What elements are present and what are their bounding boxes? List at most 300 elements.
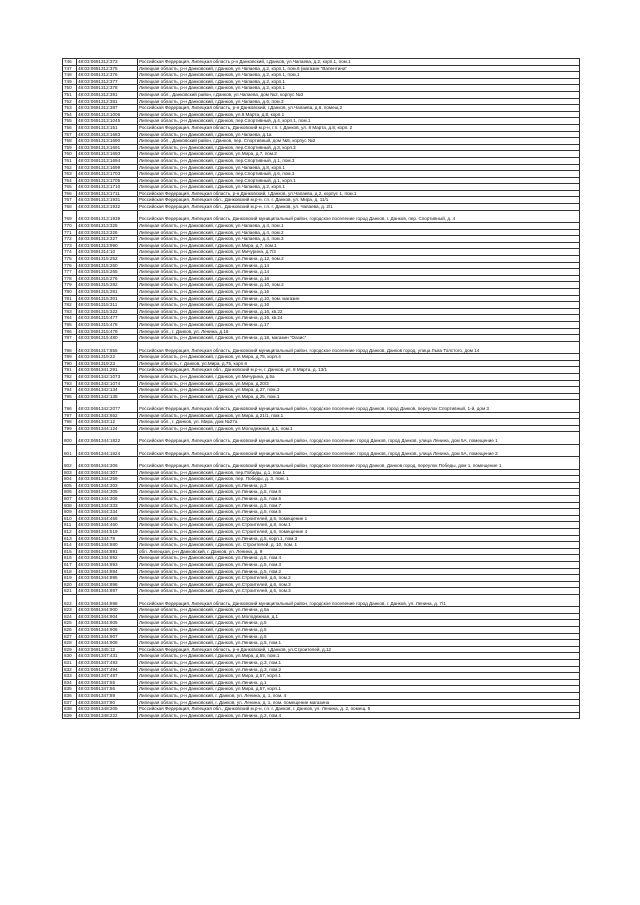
row-number: 773 <box>63 242 77 249</box>
table-row <box>63 321 580 328</box>
table-row <box>63 65 580 72</box>
cadastral-number: 48:03:0691315:265 <box>77 269 138 276</box>
cadastral-number: 48:03:0691314:10 <box>77 249 138 256</box>
row-number: 822 <box>63 594 77 606</box>
table-row <box>63 177 580 184</box>
table-row <box>63 72 580 79</box>
address: Липецкая область, р-н Данковский, г.Данков, ул.Ленина, д.2, пом.4 <box>138 712 580 719</box>
cadastral-number: 48:03:0691347:89 <box>77 693 138 700</box>
address: Липецкая область, р-н Данковский, г.Данков, ул.Строителей, д.6, пом.2 <box>138 575 580 582</box>
address: Липецкая область, р-н Данковский, г.Данков, ул.Ленина, д.16, кв.22 <box>138 308 580 315</box>
table-row <box>63 627 580 634</box>
cadastral-number: 48:03:0691342:134 <box>77 387 138 394</box>
table-row <box>63 522 580 529</box>
table-row <box>63 157 580 164</box>
address: Липецкая область, р-н Данковский, г.Данков, пер. Победы, д. 3, пом. 1 <box>138 476 580 483</box>
cadastral-number: 48:03:0691344:906 <box>77 627 138 634</box>
cadastral-number: 48:03:0691347:56 <box>77 686 138 693</box>
row-number: 831 <box>63 660 77 667</box>
cadastral-number: 48:03:0691344:1824 <box>77 444 138 456</box>
table-row <box>63 295 580 302</box>
table-row <box>63 256 580 263</box>
table-row <box>63 171 580 178</box>
table-row <box>63 400 580 412</box>
cadastral-number: 48:03:0691315:282 <box>77 282 138 289</box>
table-row <box>63 457 580 469</box>
row-number: 802 <box>63 457 77 469</box>
row-number: 777 <box>63 269 77 276</box>
address: Липецкая область, р-н Данковский, г.Данков, ул.Мира, д.25, пом.1 <box>138 393 580 400</box>
table-row <box>63 91 580 98</box>
address: Липецкая область, р-н Данковский, г.Данков, ул. Строителей, д. 10, пом. 1 <box>138 542 580 549</box>
table-row <box>63 335 580 342</box>
cadastral-number: 48:03:0691344:460 <box>77 522 138 529</box>
row-number: 752 <box>63 98 77 105</box>
address: Липецкая область, р-н Данковский, г.Данков, ул.Ленина, д.14 <box>138 262 580 269</box>
row-number: 762 <box>63 164 77 171</box>
address: Липецкая область, р-н Данковский, г.Данков, ул.Ленина, д.5, корп.1, пом.3 <box>138 535 580 542</box>
row-number: 800 <box>63 432 77 444</box>
row-number: 779 <box>63 282 77 289</box>
cadastral-number: 48:03:0691344:904 <box>77 613 138 620</box>
address: Липецкая область, р-н Данковский, г.Данков, ул.Ленина, д.5, пом.3 <box>138 561 580 568</box>
row-number: 834 <box>63 679 77 686</box>
row-number: 839 <box>63 712 77 719</box>
address: Липецкая область, р-н Данковский, г.Данков, ул.Мира, д.57, корп.1 <box>138 673 580 680</box>
table-row <box>63 528 580 535</box>
cadastral-number: 48:03:0691319:23 <box>77 360 138 367</box>
row-number: 748 <box>63 72 77 79</box>
address: Липецкая область, р-н Данковский, г.Данков, ул.Мира, д.21/1, пом.1 <box>138 412 580 419</box>
row-number: 766 <box>63 190 77 197</box>
row-number: 785 <box>63 321 77 328</box>
table-row <box>63 282 580 289</box>
table-row <box>63 151 580 158</box>
row-number: 796 <box>63 400 77 412</box>
table-row <box>63 190 580 197</box>
row-number: 793 <box>63 380 77 387</box>
row-number: 769 <box>63 210 77 222</box>
address: Липецкая область, р-н Данковский, г.Данков, ул.Мира, д.57, корп.1 <box>138 686 580 693</box>
cadastral-number: 48:03:0691342:1073 <box>77 373 138 380</box>
address: Липецкая область, р-н Данковский, г.Данков, ул.Ленина, д.5а <box>138 607 580 614</box>
cadastral-number: 48:03:0691313:1705 <box>77 177 138 184</box>
table-row <box>63 535 580 542</box>
cadastral-number: 48:03:0691315:477 <box>77 315 138 322</box>
address: Липецкая область, р-н Данковский, г.Данков, ул.Ленина, д.1 <box>138 679 580 686</box>
cadastral-number: 48:03:0691344:333 <box>77 502 138 509</box>
address: Российская Федерация, Липецкая область, р-н Данковский, г.Данков, ул.Строителей, д.12 <box>138 646 580 653</box>
cadastral-number: 48:03:0691313:1931 <box>77 197 138 204</box>
address: Липецкая область, р-н Данковский, г.Данков, пер.Спортивный, д.1, пом.3 <box>138 157 580 164</box>
row-number: 832 <box>63 666 77 673</box>
row-number: 772 <box>63 236 77 243</box>
row-number: 783 <box>63 308 77 315</box>
table-row <box>63 594 580 606</box>
row-number: 786 <box>63 328 77 335</box>
register-table <box>62 58 580 719</box>
cadastral-number: 48:03:0691313:1703 <box>77 171 138 178</box>
cadastral-number: 48:03:0691345:12 <box>77 646 138 653</box>
table-row <box>63 98 580 105</box>
row-number: 805 <box>63 482 77 489</box>
address: Липецкая область, р-н Данковский, г.Данков, ул.Чапаева, д.2, корп.1, пом.1 <box>138 72 580 79</box>
cadastral-number: 48:03:0691312:387 <box>77 105 138 112</box>
table-row <box>63 288 580 295</box>
cadastral-number: 48:03:0691313:1710 <box>77 184 138 191</box>
row-number: 794 <box>63 387 77 394</box>
cadastral-number: 48:03:0691317:855 <box>77 341 138 353</box>
address: Липецкая область, р-н Данковский, г. Данков, ул. Ленина, д. 1, пом. помещение магазина <box>138 699 580 706</box>
row-number: 808 <box>63 502 77 509</box>
table-row <box>63 712 580 719</box>
row-number: 801 <box>63 444 77 456</box>
row-number: 815 <box>63 548 77 555</box>
table-row <box>63 59 580 66</box>
row-number: 751 <box>63 91 77 98</box>
address: Российская Федерация, Липецкая область, р-н Данковский, г.Данков, ул.Чапаева, д.2, корпус 1, пом.1 <box>138 190 580 197</box>
cadastral-number: 48:03:0691347:497 <box>77 673 138 680</box>
address: Российская Федерация, Липецкая область, Данковский муниципальный район, городское поселение: город Данков, город Данков, улица Ленина, дом 5А, помещение 1 <box>138 432 580 444</box>
row-number: 756 <box>63 124 77 131</box>
row-number: 750 <box>63 85 77 92</box>
address: Липецкая область, р-н Данковский, г.Данков, пер.Спортивный, д.1, корп.1 <box>138 177 580 184</box>
address: Липецкая область, р-н Данковский, г.Данков, ул.Ленина, д.3, пом.2 <box>138 666 580 673</box>
row-number: 798 <box>63 419 77 426</box>
table-row <box>63 588 580 595</box>
row-number: 803 <box>63 469 77 476</box>
row-number: 759 <box>63 144 77 151</box>
row-number: 781 <box>63 295 77 302</box>
table-row <box>63 144 580 151</box>
row-number: 795 <box>63 393 77 400</box>
cadastral-number: 48:03:0691344:305 <box>77 489 138 496</box>
table-row <box>63 575 580 582</box>
cadastral-number: 48:03:0691312:378 <box>77 85 138 92</box>
table-row <box>63 515 580 522</box>
table-row <box>63 509 580 516</box>
cadastral-number: 48:03:0691313:1932 <box>77 204 138 211</box>
address: Липецкая область, р-н Данковский, г.Данков, ул.Мичурина, д.7/3 <box>138 249 580 256</box>
cadastral-number: 48:03:0691319:22 <box>77 354 138 361</box>
address: Липецкая область, р-н Данковский, г.Данков, ул.Мира, д.55, пом.1 <box>138 653 580 660</box>
address: Российская Федерация, Липецкая область, Данковский муниципальный район, городское поселение: город Данков, город Данков, улица Ленина, дом 5А, помещение 2 <box>138 444 580 456</box>
row-number: 765 <box>63 184 77 191</box>
cadastral-number: 48:03:0691313:327 <box>77 236 138 243</box>
table-row <box>63 444 580 456</box>
cadastral-number: 48:03:0691313:1699 <box>77 164 138 171</box>
address: Липецкая область, р-н Данковский, г.Данков, ул.Ленина, д.16 <box>138 302 580 309</box>
address: Липецкая область, р-н Данковский, г.Данков, ул.Ленина, д.18, магазин "Оазис" <box>138 335 580 342</box>
cadastral-number: 48:03:0691344:456 <box>77 515 138 522</box>
address: Липецкая область, р-н Данковский, г.Данков, ул.Ленина, д.3 <box>138 482 580 489</box>
address: Липецкая область, р-н Данковский, г.Данков, ул.Ленина, д.5 <box>138 627 580 634</box>
table-row <box>63 620 580 627</box>
cadastral-number: 48:03:0691344:908 <box>77 640 138 647</box>
table-row <box>63 354 580 361</box>
table-row <box>63 262 580 269</box>
address: Российская Федерация, Липецкая область, Данковский муниципальный район, городское поселение город Данков, город Данков, переулок Спортивный, 1-й, дом 3 <box>138 400 580 412</box>
row-number: 804 <box>63 476 77 483</box>
table-row <box>63 85 580 92</box>
address: Липецкая область, р-н Данковский, г. Данков, ул. Ленина, д. 1, пом. 4 <box>138 693 580 700</box>
cadastral-number: 48:03:0691347:494 <box>77 666 138 673</box>
address: Липецкая область, р-н Данковский, г.Данков, ул.Ленина, д.5, пом.2 <box>138 568 580 575</box>
cadastral-number: 48:03:0691315:480 <box>77 335 138 342</box>
address: Российская Федерация, Липецкая обл., Данковский м.р-н, г. Данков, ул. 8 Марта, д. 13/1 <box>138 367 580 374</box>
cadastral-number: 48:03:0691313:990 <box>77 242 138 249</box>
address: Российская Федерация, Липецкая область, р-н Данковский, г.Данков, ул.Чапаева, д.6, помещ.2 <box>138 105 580 112</box>
address: Российская Федерация, Липецкая обл., Данковский м.р-н, г.п. г. Данков, ул. Чапаева, д. 2/1 <box>138 204 580 211</box>
cadastral-number: 48:03:0691313:1711 <box>77 190 138 197</box>
table-row <box>63 105 580 112</box>
table-row <box>63 469 580 476</box>
table-row <box>63 633 580 640</box>
address: Липецкая обл., Данковский район, г.Данков, пер. Спортивный, дом №5, корпус №2 <box>138 138 580 145</box>
address: Липецкая область, р-н Данковский, г.Данков, ул.Молодежная, д.1, пом.1 <box>138 425 580 432</box>
table-row <box>63 542 580 549</box>
cadastral-number: 48:03:0691312:381 <box>77 98 138 105</box>
row-number: 767 <box>63 197 77 204</box>
table-row <box>63 210 580 222</box>
address: Липецкая область, р-н Данковский, г.Данков, ул.Чапаева, д.2, корп.1 <box>138 78 580 85</box>
cadastral-number: 48:03:0691344:905 <box>77 620 138 627</box>
address: Российская Федерация, Липецкая область, Данковский муниципальный район, городское поселение город Данков, г. Данков, пер. Спортивный, д. 4 <box>138 210 580 222</box>
row-number: 789 <box>63 354 77 361</box>
cadastral-number: 48:03:0691342:135 <box>77 393 138 400</box>
table-row <box>63 341 580 353</box>
row-number: 833 <box>63 673 77 680</box>
table-row <box>63 138 580 145</box>
table-row <box>63 673 580 680</box>
row-number: 776 <box>63 262 77 269</box>
table-row <box>63 275 580 282</box>
address: Липецкая область, р-н Данковский, г.Данков, пер.Спортивный, д.3, корп.2 <box>138 144 580 151</box>
address: Липецкая область, р-н Данковский, г.Данков, ул.Ленина, д.5, пом.6 <box>138 496 580 503</box>
row-number: 824 <box>63 613 77 620</box>
row-number: 774 <box>63 249 77 256</box>
table-row <box>63 686 580 693</box>
address: Липецкая область, р-н Данковский, г.Данков, ул.Ленина, д.14 <box>138 269 580 276</box>
table-row <box>63 367 580 374</box>
row-number: 799 <box>63 425 77 432</box>
cadastral-number: 48:03:0691344:897 <box>77 588 138 595</box>
row-number: 819 <box>63 575 77 582</box>
row-number: 758 <box>63 138 77 145</box>
address: Липецкая область, р-н Данковский, г.Данков, ул.Ленина, д.5, пом.1 <box>138 640 580 647</box>
table-row <box>63 699 580 706</box>
row-number: 754 <box>63 111 77 118</box>
address: Липецкая область, р-н Данковский, г.Данков, ул.Чапаева, д.4, пом.2 <box>138 229 580 236</box>
address: Российская Федерация, Липецкая обл., Данковский м.р-н, г.п. г. Данков, г. Данков, ул. Ленина, д. 2, помещ. 5 <box>138 706 580 713</box>
address: Липецкая область, р-н Данковский, г.Данков, ул.Ленина, д.10, пом. магазин <box>138 295 580 302</box>
table-row <box>63 679 580 686</box>
table-row <box>63 204 580 211</box>
table-row <box>63 613 580 620</box>
cadastral-number: 48:03:0691344:306 <box>77 457 138 469</box>
row-number: 817 <box>63 561 77 568</box>
cadastral-number: 48:03:0691342:652 <box>77 412 138 419</box>
address: Липецкая область, р-н Данковский, г.Данков, ул.Чапаева, д.2, корп.1 <box>138 184 580 191</box>
table-row <box>63 131 580 138</box>
address: Липецкая область, р-н Данковский, г.Данков, ул.Мира, д.20/3 <box>138 380 580 387</box>
address: Липецкая обл., г. Данков, ул. Ленина, д.16 <box>138 328 580 335</box>
address: Липецкая область, р-н Данковский, г.Данков, ул.Ленина, д.10, пом.2 <box>138 282 580 289</box>
row-number: 813 <box>63 535 77 542</box>
table-row <box>63 315 580 322</box>
address: Липецкая область, р-н Данковский, г.Данков, ул.Строителей, д.6, помещение 4 <box>138 528 580 535</box>
cadastral-number: 48:03:0691315:311 <box>77 302 138 309</box>
row-number: 760 <box>63 151 77 158</box>
table-row <box>63 693 580 700</box>
address: Липецкая область, р-н Данковский, г.Данков, ул.Ленина, д.12, пом.2 <box>138 256 580 263</box>
row-number: 826 <box>63 627 77 634</box>
cadastral-number: 48:03:0691315:281 <box>77 288 138 295</box>
table-row <box>63 412 580 419</box>
address: Липецкая область, р-н Данковский, г.Данков, ул.Ленина, д.16 <box>138 288 580 295</box>
row-number: 780 <box>63 288 77 295</box>
address: Липецкая область, р-н Данковский, г.Данков, ул.Чапаева, д.8, корп.1 <box>138 164 580 171</box>
cadastral-number: 48:03:0691344:892 <box>77 555 138 562</box>
row-number: 797 <box>63 412 77 419</box>
row-number: 788 <box>63 341 77 353</box>
cadastral-number: 48:03:0691344:893 <box>77 561 138 568</box>
address: Липецкая область, р-н Данковский, г.Данков, ул.Мира, д.27, пом.3 <box>138 387 580 394</box>
address: Липецкая область, р-н Данковский, г.Данков, ул.Строителей, д.8, пом.1 <box>138 522 580 529</box>
cadastral-number: 48:03:0691315:260 <box>77 262 138 269</box>
row-number: 753 <box>63 105 77 112</box>
cadastral-number: 48:03:0691312:376 <box>77 72 138 79</box>
address: Российская Федерация, Липецкая обл., Данковский м.р-н, г.п. г. Данков, ул. Мира, д. 11/1 <box>138 197 580 204</box>
row-number: 823 <box>63 607 77 614</box>
row-number: 838 <box>63 706 77 713</box>
row-number: 835 <box>63 686 77 693</box>
cadastral-number: 48:03:0691312:391 <box>77 91 138 98</box>
cadastral-number: 48:03:0691348:222 <box>77 712 138 719</box>
address: Липецкая область, р-н Данковский, г.Данков, ул.Ленина, д.5 <box>138 620 580 627</box>
cadastral-number: 48:03:0691315:322 <box>77 308 138 315</box>
cadastral-number: 48:03:0691313:1691 <box>77 144 138 151</box>
row-number: 820 <box>63 581 77 588</box>
table-row <box>63 568 580 575</box>
address: Липецкая область, р-н Данковский, г.Данков, ул.Чапаева, д.2, корп.1, пом.6 (магазин "Валентина" <box>138 65 580 72</box>
cadastral-number: 48:03:0691313:1683 <box>77 131 138 138</box>
table-row <box>63 373 580 380</box>
cadastral-number: 48:03:0691312:373 <box>77 59 138 66</box>
cadastral-number: 48:03:0691344:907 <box>77 633 138 640</box>
table-row <box>63 706 580 713</box>
address: Липецкая область, р-н Данковский, г.Данков, пер.Спортивный, д.6, пом.3 <box>138 171 580 178</box>
address: обл. Липецкая, р-н Данковский, г. Данков, ул. Ленина, д. 9 <box>138 548 580 555</box>
row-number: 818 <box>63 568 77 575</box>
row-number: 791 <box>63 367 77 374</box>
row-number: 825 <box>63 620 77 627</box>
table-row <box>63 496 580 503</box>
row-number: 806 <box>63 489 77 496</box>
address: Липецкая область, р-н Данковский, г.Данков, ул.Мира, д.7, пом.2 <box>138 151 580 158</box>
table-row <box>63 236 580 243</box>
row-number: 770 <box>63 223 77 230</box>
table-row <box>63 660 580 667</box>
cadastral-number: 48:03:0691344:1822 <box>77 432 138 444</box>
table-row <box>63 197 580 204</box>
address: Липецкая область, р-н Данковский, г.Данков, ул.Мира, д.7, пом.1 <box>138 242 580 249</box>
address: Липецкая область, р-н Данковский, г.Данков, ул.Чапаева, д.4, пом.1 <box>138 223 580 230</box>
cadastral-number: 48:03:0691313:1690 <box>77 138 138 145</box>
cadastral-number: 48:03:0691313:325 <box>77 223 138 230</box>
cadastral-number: 48:03:0691344:303 <box>77 482 138 489</box>
cadastral-number: 48:03:0691344:306 <box>77 496 138 503</box>
table-row <box>63 419 580 426</box>
table-row <box>63 555 580 562</box>
address: Российская Федерация, Липецкая область, Данковский муниципальный район, городское поселение город Данков, Данков город, переулок Победы, дом 1, помещение 1 <box>138 457 580 469</box>
table-row <box>63 118 580 125</box>
table-row <box>63 432 580 444</box>
row-number: 771 <box>63 229 77 236</box>
address: Липецкая область, р-н Данковский, г.Данков, ул.Ленина, д.16 <box>138 275 580 282</box>
cadastral-number: 48:03:0691342:1074 <box>77 380 138 387</box>
address: Липецкая область, р-н Данковский, г.Данков, ул.Чапаева, д.6, пом.3 <box>138 98 580 105</box>
cadastral-number: 48:03:0691344:334 <box>77 509 138 516</box>
cadastral-number: 48:03:0691344:78 <box>77 535 138 542</box>
cadastral-number: 48:03:0691313:151 <box>77 124 138 131</box>
address: Российская Федерация, Липецкая область, Данковский муниципальный район, городское поселение город Данков, Данков город, улица Льва Толстого, дом 14 <box>138 341 580 353</box>
cadastral-number: 48:03:0691344:898 <box>77 594 138 606</box>
cadastral-number: 48:03:0691313:1694 <box>77 157 138 164</box>
table-row <box>63 653 580 660</box>
cadastral-number: 48:03:0691313:1693 <box>77 151 138 158</box>
table-row <box>63 164 580 171</box>
table-row <box>63 393 580 400</box>
cadastral-number: 48:03:0691347:90 <box>77 699 138 706</box>
row-number: 836 <box>63 693 77 700</box>
address: Российская Федерация, Липецкая область р-н Данковский, г.Данков, ул.Чапаева, д.2, корп.1, пом.1 <box>138 59 580 66</box>
table-row <box>63 425 580 432</box>
cadastral-number: 48:03:0691343:12 <box>77 419 138 426</box>
table-row <box>63 640 580 647</box>
row-number: 810 <box>63 515 77 522</box>
cadastral-number: 48:03:0691348:205 <box>77 706 138 713</box>
cadastral-number: 48:03:0691344:894 <box>77 568 138 575</box>
address: Липецкая область, р-н Данковский, г.Данков, ул.Ленина, д.3, пом.1 <box>138 660 580 667</box>
address: Липецкая область, г. Данков, ул.Мира, д.75, корп.6 <box>138 360 580 367</box>
table-row <box>63 380 580 387</box>
cadastral-number: 48:03:0691315:479 <box>77 328 138 335</box>
cadastral-number: 48:03:0691344:880 <box>77 542 138 549</box>
address: Липецкая область, р-н Данковский, г.Данков, ул.Ленина, д.5, пом.5 <box>138 509 580 516</box>
cadastral-number: 48:03:0691344:307 <box>77 469 138 476</box>
address: Липецкая область, р-н Данковский, г.Данков, ул.Мичурина, д.5а <box>138 373 580 380</box>
address: Липецкая область, р-н Данковский, г.Данков, пер.Победы, д.1, пом.1 <box>138 469 580 476</box>
cadastral-number: 48:03:0691344:891 <box>77 548 138 555</box>
row-number: 757 <box>63 131 77 138</box>
cadastral-number: 48:03:0691344:519 <box>77 528 138 535</box>
cadastral-number: 48:03:0691312:375 <box>77 65 138 72</box>
address: Липецкая область, р-н Данковский, г.Данков, ул.Строителей, д.6, помещение 1 <box>138 515 580 522</box>
cadastral-number: 48:03:0691341:291 <box>77 367 138 374</box>
row-number: 746 <box>63 59 77 66</box>
table-row <box>63 502 580 509</box>
row-number: 814 <box>63 542 77 549</box>
table-row <box>63 360 580 367</box>
table-row <box>63 242 580 249</box>
register-table-body <box>63 59 580 719</box>
table-row <box>63 561 580 568</box>
address: Липецкая обл., г. Данков, ул. Мира, дом №27а <box>138 419 580 426</box>
row-number: 782 <box>63 302 77 309</box>
cadastral-number: 48:03:0691347:55 <box>77 679 138 686</box>
table-row <box>63 184 580 191</box>
